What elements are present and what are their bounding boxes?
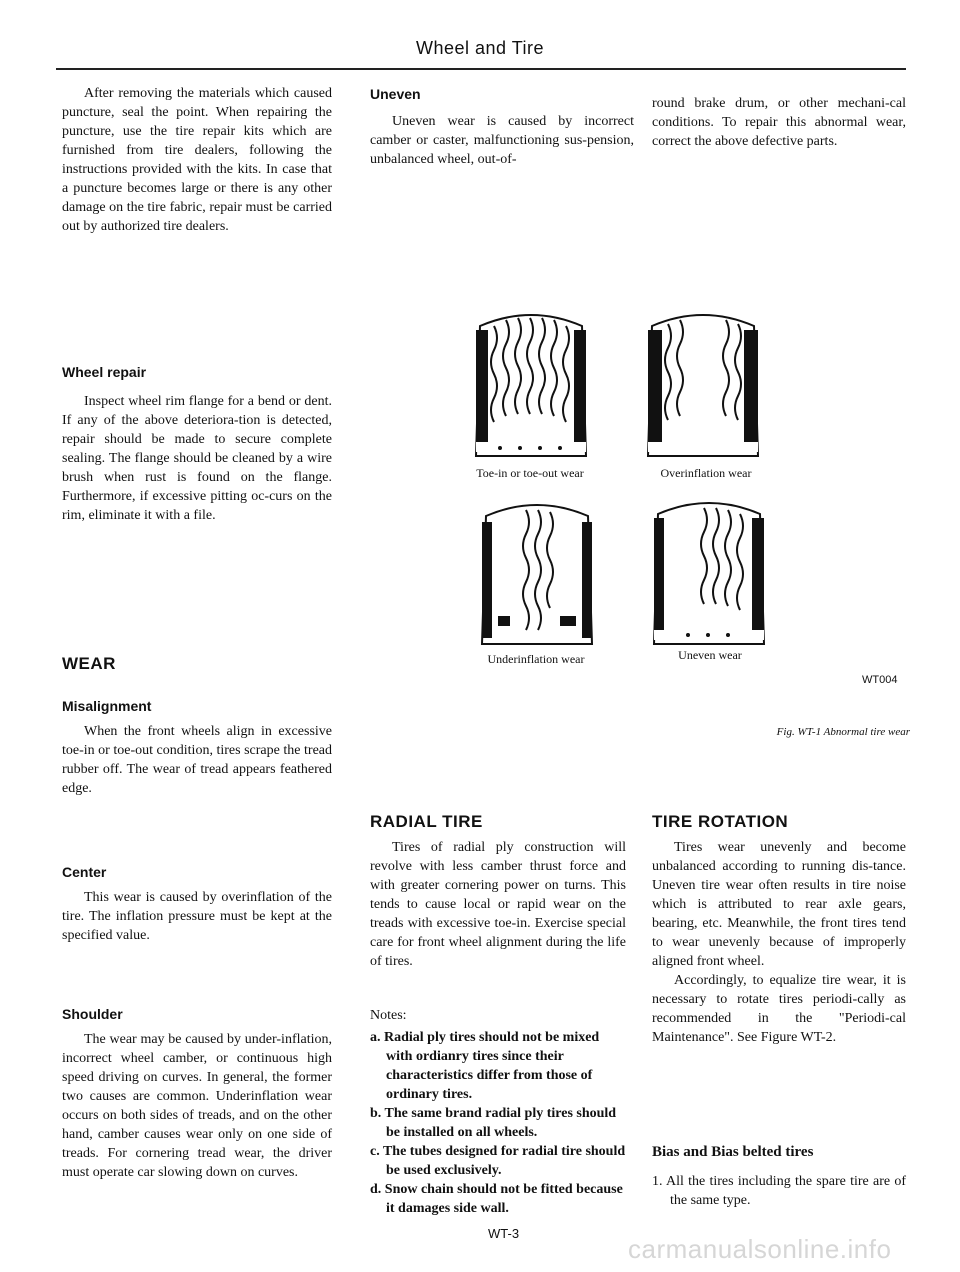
header-rule <box>56 68 906 70</box>
tire-rotation-section <box>652 838 906 1047</box>
uneven-heading: Uneven <box>370 86 421 102</box>
tire-rotation-heading: TIRE ROTATION <box>652 812 789 831</box>
wear-heading: WEAR <box>62 654 116 673</box>
note-item: c. The tubes designed for radial tire should be used exclusively. <box>370 1144 626 1178</box>
misalignment-section <box>62 722 332 798</box>
notes-label: Notes: <box>370 1008 407 1023</box>
page-header: Wheel and Tire <box>415 38 545 58</box>
misalignment-paragraph: When the front wheels align in excessive toe-in or toe-out condition, tires scrape the tread rubber off. The wear of tread appears feathered edge. <box>62 724 332 796</box>
intro-paragraph: After removing the materials which caused puncture, seal the point. When repairing the puncture, use the tire repair kits which are furnished from tire dealers, following the instructions provided with the kits. In case that a puncture becomes large or there is any other damage on the tire fabric, repair must be carried out by authorized tire dealers. <box>62 86 332 234</box>
overinflation-wear-caption: Overinflation wear <box>660 466 752 480</box>
overinflation-wear-tire-image <box>642 306 764 458</box>
note-item: d. Snow chain should not be fitted because it damages side wall. <box>370 1182 623 1216</box>
uneven-paragraph: Uneven wear is caused by incorrect camber or caster, malfunctioning sus-pension, unbalanced wheel, out-of- <box>370 114 634 167</box>
note-item: b. The same brand radial ply tires should be installed on all wheels. <box>370 1106 617 1140</box>
shoulder-heading: Shoulder <box>62 1006 123 1022</box>
shoulder-section <box>62 1030 332 1182</box>
toe-in-wear-tire-image <box>470 306 592 458</box>
misalignment-heading: Misalignment <box>62 698 152 714</box>
radial-tire-heading: RADIAL TIRE <box>370 812 483 831</box>
underinflation-wear-tire-image <box>476 496 598 646</box>
radial-tire-section <box>370 838 626 971</box>
figure-caption: Fig. WT-1 Abnormal tire wear <box>776 726 910 738</box>
shoulder-paragraph: The wear may be caused by under-inflation, incorrect wheel camber, or continuous high speed driving on curves. In general, the former two causes are common. Underinflation wear occurs on both sides of treads, and on the other hand, camber causes wear only on one side of treads. For cornering tread wear, the driver must operate car slowing down on curves. <box>62 1032 332 1180</box>
tire-rotation-paragraph-1: Tires wear unevenly and become unbalanced according to running dis-tance. Uneven tire wear often results in tire noise which is attributed to rear axle gears, bearing, etc. Meanwhile, the front tires tend to wear unevenly because of improperly aligned front wheel. <box>652 840 906 969</box>
toe-in-wear-caption: Toe-in or toe-out wear <box>476 466 584 480</box>
center-section <box>62 888 332 945</box>
uneven-section <box>370 112 634 169</box>
wheel-repair-heading: Wheel repair <box>62 364 147 380</box>
tire-rotation-paragraph-2: Accordingly, to equalize tire wear, it is necessary to rotate tires periodi-cally as recommended in the "Periodi-cal Maintenance". See Figure WT-2. <box>652 973 906 1045</box>
wheel-repair-section <box>62 392 332 525</box>
continued-paragraph: round brake drum, or other mechani-cal conditions. To repair this abnormal wear, correct the above defective parts. <box>652 96 906 149</box>
uneven-wear-caption: Uneven wear <box>678 648 742 662</box>
page-number: WT-3 <box>488 1226 520 1241</box>
radial-tire-paragraph: Tires of radial ply construction will revolve with less camber thrust force and with greater cornering power on turns. This tends to cause local or rapid wear on the treads with excessive toe-in. Exercise special care for front wheel alignment during the life of tires. <box>370 840 626 969</box>
center-heading: Center <box>62 864 107 880</box>
note-item: a. Radial ply tires should not be mixed with ordianry tires since their characteristics differ from those of ordinary tires. <box>370 1030 600 1102</box>
intro-section <box>62 84 332 236</box>
watermark: carmanualsonline.info <box>628 1234 892 1264</box>
radial-notes <box>370 1006 626 1218</box>
underinflation-wear-caption: Underinflation wear <box>487 652 585 666</box>
bias-tires-section <box>652 1172 906 1210</box>
continued-section <box>652 94 906 151</box>
bias-tires-heading: Bias and Bias belted tires <box>652 1144 814 1160</box>
center-paragraph: This wear is caused by overinflation of the tire. The inflation pressure must be kept at the specified value. <box>62 890 332 943</box>
wheel-repair-paragraph: Inspect wheel rim flange for a bend or dent. If any of the above deteriora-tion is detected, repair should be made to secure complete sealing. The flange should be cleaned by a wire brush when rust is found on the flange. Furthermore, if excessive pitting oc-curs on the rim, eliminate it with a file. <box>62 394 332 523</box>
figure-code: WT004 <box>862 674 898 686</box>
bias-item-1: 1. All the tires including the spare tire are of the same type. <box>652 1174 906 1208</box>
uneven-wear-tire-image <box>648 494 770 646</box>
